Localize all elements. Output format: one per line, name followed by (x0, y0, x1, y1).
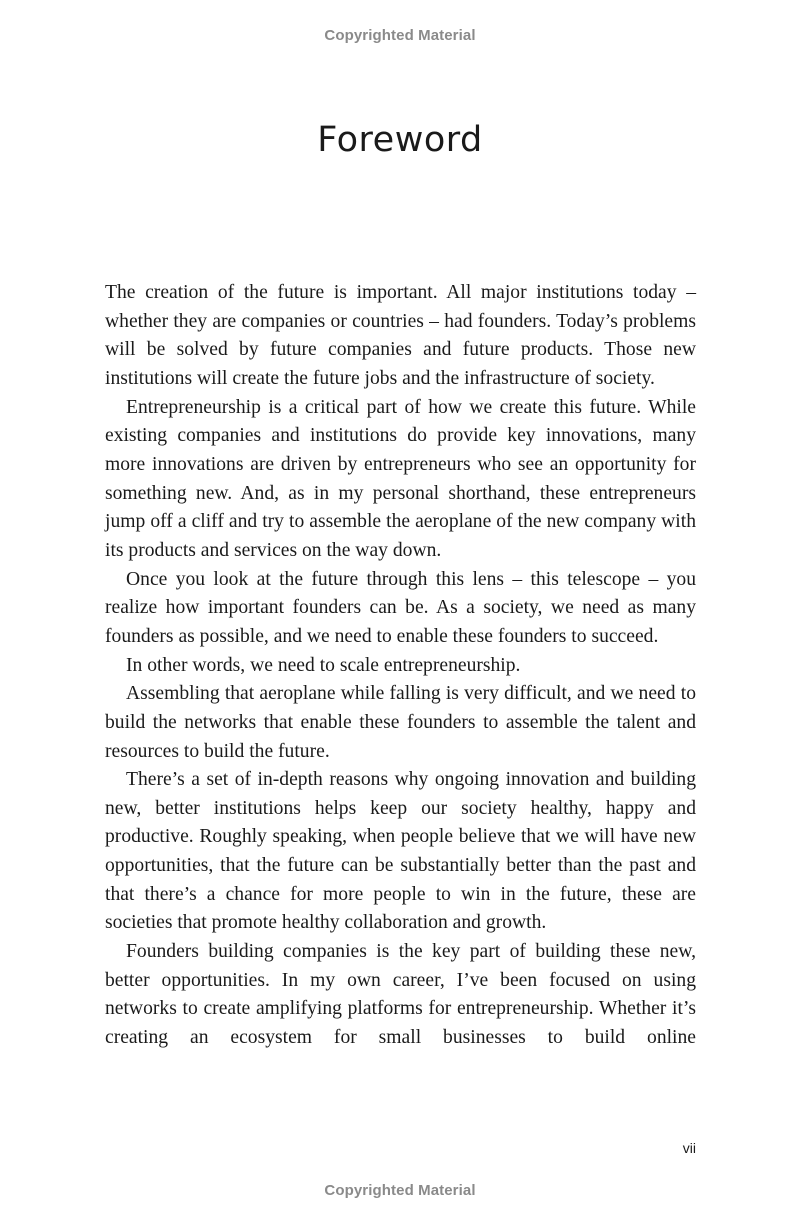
paragraph-1: The creation of the future is important. All major institutions today – whether they are companies or countries – had founders. Today’s problems will be solved by future companies and future products. Those new institutions will create the future jobs and the infrastructure of society. (105, 282, 696, 389)
paragraph-7: Founders building companies is the key part of building these new, better opportunities. In my own career, I’ve been focused on using networks to create amplifying platforms for entrepreneurship. Whether it’s creating an ecosystem for small businesses to build online (105, 941, 696, 1049)
copyright-watermark-top: Copyrighted Material (324, 27, 476, 44)
paragraph-5: Assembling that aeroplane while falling is very difficult, and we need to build the networks that enable these founders to assemble the talent and resources to build the future. (105, 683, 696, 762)
paragraph-6: There’s a set of in-depth reasons why ongoing innovation and building new, better institutions helps keep our society healthy, happy and productive. Roughly speaking, when people believe that we will have new opportunities, that the future can be substantially better than the past and that there’s a chance for more people to win in the future, these are societies that promote healthy collaboration and growth. (105, 769, 696, 934)
chapter-title: Foreword (317, 120, 483, 160)
foreword-body (105, 279, 696, 1053)
page-number: vii (682, 1140, 696, 1156)
copyright-watermark-bottom: Copyrighted Material (324, 1182, 476, 1199)
paragraph-4: In other words, we need to scale entrepreneurship. (126, 654, 521, 676)
paragraph-3: Once you look at the future through this lens – this telescope – you realize how important founders can be. As a society, we need as many founders as possible, and we need to enable these founders to succeed. (105, 568, 696, 647)
paragraph-2: Entrepreneurship is a critical part of how we create this future. While existing companies and institutions do provide key innovations, many more innovations are driven by entrepreneurs who see an opportunity for something new. And, as in my personal shorthand, these entrepreneurs jump off a cliff and try to assemble the aeroplane of the new company with its products and services on the way down. (105, 396, 696, 561)
